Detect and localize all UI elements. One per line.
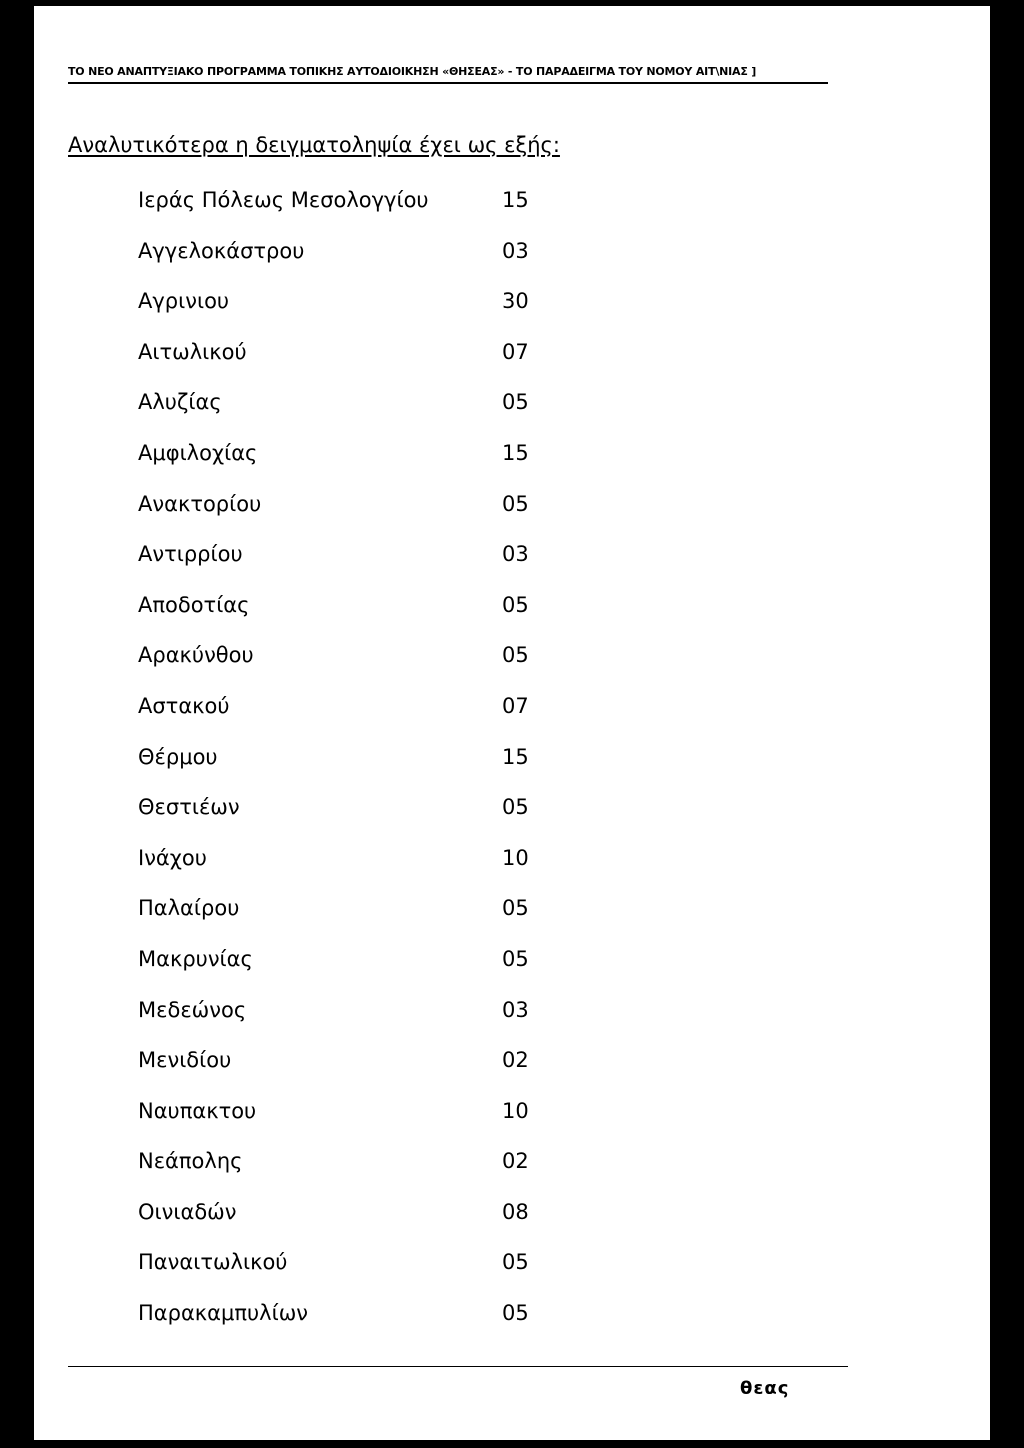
- list-item: [138, 640, 558, 691]
- municipality-name: Παλαίρου: [138, 896, 240, 921]
- municipality-name: Παναιτωλικού: [138, 1250, 288, 1275]
- list-item: [138, 438, 558, 489]
- sample-count: 07: [502, 339, 529, 364]
- municipality-name: Παρακαμπυλίων: [138, 1301, 309, 1326]
- municipality-name: Αγρινιου: [138, 289, 230, 314]
- municipality-name: Αγγελοκάστρου: [138, 238, 305, 263]
- list-item: [138, 236, 558, 287]
- sample-count: 05: [502, 795, 529, 820]
- sample-count: 05: [502, 946, 529, 971]
- sample-count: 07: [502, 693, 529, 718]
- list-item: [138, 1096, 558, 1147]
- header-rule: [68, 82, 828, 84]
- municipality-name: Αιτωλικού: [138, 339, 247, 364]
- municipality-name: Οινιαδών: [138, 1199, 237, 1224]
- municipality-name: Μενιδίου: [138, 1048, 232, 1073]
- sample-count: 02: [502, 1149, 529, 1174]
- sample-count: 05: [502, 896, 529, 921]
- sample-count: 05: [502, 592, 529, 617]
- sample-count: 30: [502, 289, 529, 314]
- municipality-name: Θέρμου: [138, 744, 218, 769]
- list-item: [138, 944, 558, 995]
- municipality-name: Αντιρρίου: [138, 542, 243, 567]
- sample-count: 10: [502, 1098, 529, 1123]
- list-item: [138, 742, 558, 793]
- list-item: [138, 1247, 558, 1298]
- list-item: [138, 1197, 558, 1248]
- list-item: [138, 893, 558, 944]
- municipality-name: Ιεράς Πόλεως Μεσολογγίου: [138, 188, 429, 212]
- municipality-name: Ναυπακτου: [138, 1098, 257, 1123]
- list-item: [138, 995, 558, 1046]
- municipality-name: Ινάχου: [138, 845, 207, 870]
- sample-count: 15: [502, 188, 529, 212]
- sample-count: 05: [502, 491, 529, 516]
- running-header: ΤΟ ΝΕΟ ΑΝΑΠΤΥΞΙΑΚΟ ΠΡΟΓΡΑΜΜΑ ΤΟΠΙΚΗΣ ΑΥΤΟΔΙΟΙΚΗΣΗ «ΘΗΣΕΑΣ» - ΤΟ ΠΑΡΑΔΕΙΓΜΑ ΤΟΥ ΝΟΜΟΥ ΑΙΤ\ΝΙΑΣ ]: [68, 65, 757, 78]
- municipality-name: Αμφιλοχίας: [138, 440, 258, 465]
- municipality-name: Αστακού: [138, 693, 230, 718]
- municipality-name: Αλυζίας: [138, 390, 222, 415]
- municipality-name: Ανακτορίου: [138, 491, 262, 516]
- sample-count: 05: [502, 1301, 529, 1326]
- list-item: [138, 286, 558, 337]
- sample-count: 03: [502, 997, 529, 1022]
- list-item: [138, 792, 558, 843]
- sample-count: 03: [502, 542, 529, 567]
- list-item: [138, 489, 558, 540]
- municipality-name: Νεάπολης: [138, 1149, 243, 1174]
- sample-count: 10: [502, 845, 529, 870]
- list-item: [138, 843, 558, 894]
- list-item: [138, 1298, 558, 1349]
- sample-count: 15: [502, 440, 529, 465]
- list-item: [138, 387, 558, 438]
- sample-count: 03: [502, 238, 529, 263]
- list-item: [138, 337, 558, 388]
- municipality-name: Αρακύνθου: [138, 643, 254, 668]
- list-item: [138, 185, 558, 236]
- sample-count: 05: [502, 643, 529, 668]
- sample-list: [138, 185, 558, 1349]
- section-intro: Αναλυτικότερα η δειγματοληψία έχει ως εξής:: [68, 133, 560, 157]
- list-item: [138, 691, 558, 742]
- sample-count: 08: [502, 1199, 529, 1224]
- sample-count: 15: [502, 744, 529, 769]
- municipality-name: Θεστιέων: [138, 795, 240, 820]
- municipality-name: Μακρυνίας: [138, 946, 253, 971]
- list-item: [138, 590, 558, 641]
- list-item: [138, 539, 558, 590]
- list-item: [138, 1045, 558, 1096]
- municipality-name: Αποδοτίας: [138, 592, 250, 617]
- sample-count: 05: [502, 1250, 529, 1275]
- list-item: [138, 1146, 558, 1197]
- sample-count: 02: [502, 1048, 529, 1073]
- municipality-name: Μεδεώνος: [138, 997, 247, 1022]
- sample-count: 05: [502, 390, 529, 415]
- footer-rule: [68, 1366, 848, 1367]
- footer-logo-text: θεας: [740, 1378, 790, 1399]
